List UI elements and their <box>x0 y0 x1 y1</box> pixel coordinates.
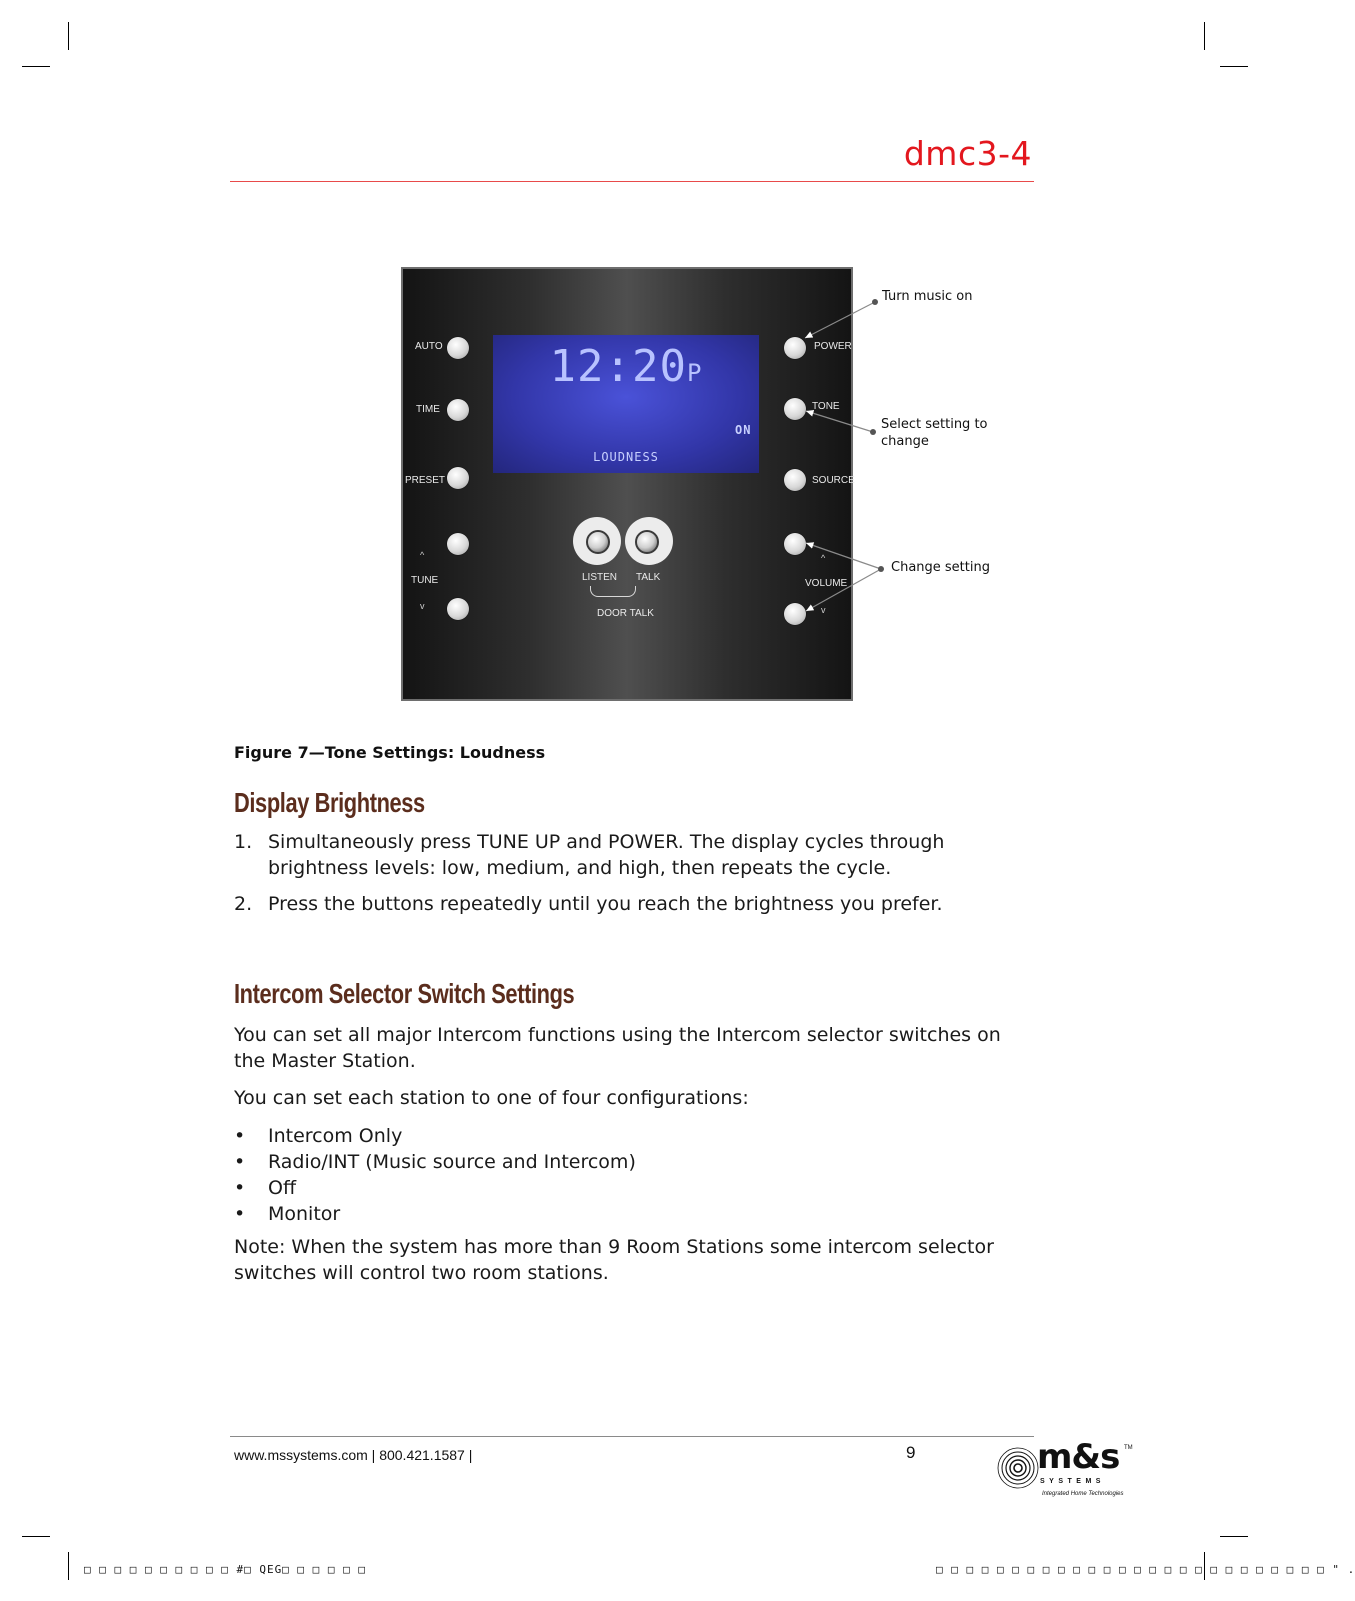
logo-trademark: TM <box>1124 1445 1133 1451</box>
step-number: 2. <box>234 893 253 915</box>
crop-mark <box>22 1536 50 1537</box>
tune-up-caret: ^ <box>420 550 425 560</box>
page-number: 9 <box>906 1443 916 1462</box>
logo-systems: SYSTEMS <box>1040 1478 1105 1485</box>
volume-down-caret: v <box>821 605 826 615</box>
callout-select-setting <box>881 416 988 450</box>
step-text: Simultaneously press TUNE UP and POWER. The display cycles through brightness levels: low, medium, and high, then repeats the cycle. <box>268 831 945 879</box>
time-label: TIME <box>416 404 440 415</box>
talk-label: TALK <box>636 572 661 583</box>
list-item-text: Off <box>268 1177 297 1199</box>
list-item <box>234 1175 1034 1201</box>
tune-label: TUNE <box>411 575 439 586</box>
list-item-text: Monitor <box>268 1203 341 1225</box>
section-heading-intercom: Intercom Selector Switch Settings <box>234 978 575 1009</box>
callout-lines <box>0 0 1267 720</box>
callout-turn-music-on: Turn music on <box>882 289 973 304</box>
listen-label: LISTEN <box>582 572 618 583</box>
configuration-list <box>234 1123 1034 1227</box>
footer-rule <box>230 1436 1034 1437</box>
slug-right: □ □ □ □ □ □ □ □ □ □ □ □ □ □ □ □ □ □ □ □ □ □ □ □ □ □ " . <box>936 1563 1355 1576</box>
footer-contact: www.mssystems.com | 800.421.1587 | <box>234 1447 473 1463</box>
figure-caption: Figure 7—Tone Settings: Loudness <box>234 743 546 762</box>
tone-label: TONE <box>812 401 840 412</box>
lcd-mode: LOUDNESS <box>593 450 659 464</box>
source-label: SOURCE <box>812 475 855 486</box>
step-text: Press the buttons repeatedly until you reach the brightness you prefer. <box>268 893 943 915</box>
door-talk-label: DOOR TALK <box>597 608 654 619</box>
auto-label: AUTO <box>415 341 443 352</box>
crop-mark <box>68 1552 69 1580</box>
lcd-ampm: P <box>687 359 703 387</box>
list-item-text: Intercom Only <box>268 1125 403 1147</box>
lcd-status: ON <box>735 423 752 437</box>
intercom-note: Note: When the system has more than 9 Room Stations some intercom selector switches will control two room stations. <box>234 1236 994 1284</box>
list-item <box>234 1123 1034 1149</box>
intercom-intro: You can set all major Intercom functions using the Intercom selector switches on the Master Station. <box>234 1024 1001 1072</box>
list-item <box>234 1149 1034 1175</box>
logo-tagline: Integrated Home Technologies <box>1042 1491 1124 1497</box>
volume-up-caret: ^ <box>821 553 826 563</box>
intercom-lead: You can set each station to one of four configurations: <box>234 1087 749 1109</box>
step-number: 1. <box>234 831 253 853</box>
list-item-text: Radio/INT (Music source and Intercom) <box>268 1151 636 1173</box>
callout-select-setting-line1: Select setting to <box>881 417 988 432</box>
document-title: dmc3-4 <box>903 134 1032 173</box>
slug-left: □ □ □ □ □ □ □ □ □ □ #□ QEG□ □ □ □ □ □ <box>84 1563 367 1576</box>
power-label: POWER <box>814 341 852 352</box>
sound-rings-icon <box>992 1445 1038 1491</box>
callout-volume <box>806 543 884 611</box>
callout-change-setting: Change setting <box>891 560 990 575</box>
tune-down-caret: v <box>420 601 425 611</box>
crop-mark <box>1220 1536 1248 1537</box>
list-item <box>234 1201 1034 1227</box>
callout-select-setting-line2: change <box>881 434 929 449</box>
volume-label: VOLUME <box>805 578 848 589</box>
bullet: • <box>234 1177 246 1199</box>
lcd-time-value: 12:20 <box>549 341 687 392</box>
bullet: • <box>234 1151 246 1173</box>
callout-tone <box>806 411 876 435</box>
bullet: • <box>234 1125 246 1147</box>
logo-brand: m&s <box>1037 1437 1120 1477</box>
bullet: • <box>234 1203 246 1225</box>
ms-systems-logo <box>992 1437 1138 1505</box>
preset-label: PRESET <box>405 475 446 486</box>
callout-power <box>805 299 878 338</box>
section-heading-display-brightness: Display Brightness <box>234 787 425 818</box>
